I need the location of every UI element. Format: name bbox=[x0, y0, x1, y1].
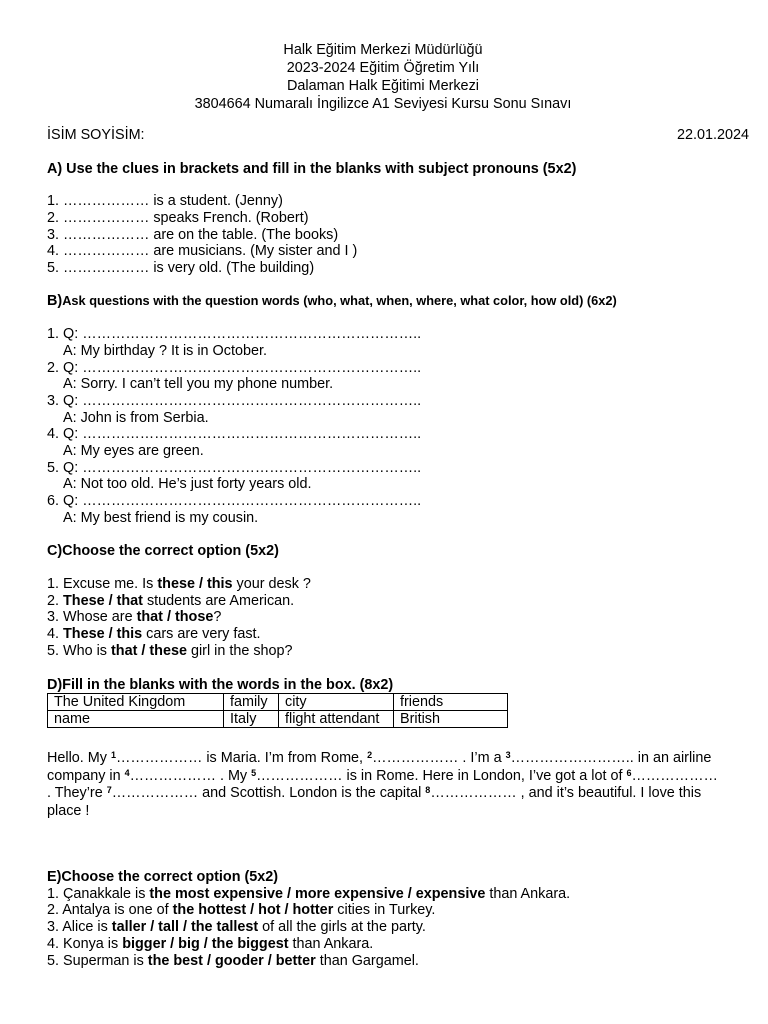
list-item: 3. ……………… are on the table. (The books) bbox=[47, 226, 339, 243]
option-choices: that / those bbox=[136, 609, 214, 626]
list-item: 5. ……………… is very old. (The building) bbox=[47, 259, 315, 276]
section-b-instructions: Ask questions with the question words (who, what, when, where, what color, how old) (6x2) bbox=[62, 292, 617, 308]
blank-number: 5 bbox=[251, 767, 257, 778]
exam-date: 22.01.2024 bbox=[676, 127, 749, 143]
blank-number: 4 bbox=[124, 767, 130, 778]
list-item: 3. Whose are that / those? bbox=[47, 609, 222, 626]
option-choices: These / this bbox=[63, 626, 143, 643]
answer-line: A: John is from Serbia. bbox=[63, 409, 209, 426]
blank-number: 2 bbox=[367, 750, 373, 761]
option-choices: the most expensive / more expensive / expensive bbox=[149, 885, 486, 902]
word-cell: Italy bbox=[224, 711, 279, 728]
question-line: 3. Q: …………………………………………………………….. bbox=[47, 392, 422, 409]
name-date-row bbox=[47, 127, 749, 144]
list-item: 1. Çanakkale is the most expensive / more expensive / expensive than Ankara. bbox=[47, 885, 571, 902]
list-item: 4. Konya is bigger / big / the biggest than Ankara. bbox=[47, 936, 374, 953]
word-cell: flight attendant bbox=[279, 711, 394, 728]
answer-line: A: My birthday ? It is in October. bbox=[63, 342, 267, 359]
answer-line: A: My eyes are green. bbox=[63, 443, 204, 460]
option-choices: These / that bbox=[63, 592, 143, 609]
word-cell: family bbox=[224, 694, 279, 711]
list-item: 4. These / this cars are very fast. bbox=[47, 626, 261, 643]
blank-number: 1 bbox=[110, 750, 116, 761]
question-line: 1. Q: …………………………………………………………….. bbox=[47, 326, 422, 343]
question-line: 5. Q: …………………………………………………………….. bbox=[47, 459, 422, 476]
answer-line: A: Not too old. He’s just forty years old. bbox=[63, 476, 312, 493]
list-item: 5. Superman is the best / gooder / better than Gargamel. bbox=[47, 952, 419, 969]
name-label: İSİM SOYİSİM: bbox=[47, 127, 145, 143]
option-choices: the best / gooder / better bbox=[147, 952, 316, 969]
section-b-list bbox=[47, 326, 719, 526]
option-choices: bigger / big / the biggest bbox=[122, 936, 289, 953]
blank-number: 8 bbox=[425, 785, 431, 796]
list-item: 1. Excuse me. Is these / this your desk ? bbox=[47, 576, 311, 593]
list-item: 2. Antalya is one of the hottest / hot / hotter cities in Turkey. bbox=[47, 902, 436, 919]
word-cell: The United Kingdom bbox=[48, 694, 224, 711]
option-choices: the hottest / hot / hotter bbox=[172, 902, 334, 919]
word-cell: name bbox=[48, 711, 224, 728]
list-item: 2. These / that students are American. bbox=[47, 592, 295, 609]
option-choices: taller / tall / the tallest bbox=[111, 919, 259, 936]
list-item: 2. ……………… speaks French. (Robert) bbox=[47, 209, 309, 226]
list-item: 5. Who is that / these girl in the shop? bbox=[47, 642, 293, 659]
academic-year: 2023-2024 Eğitim Öğretim Yılı bbox=[286, 60, 480, 76]
fill-in-paragraph: Hello. My $^1$……………… is Maria. I’m from Rome, $^2$……………… . I’m a $^3$…………………….. in an airline company in $^4$……………… . My $^5$……………… is in Rome. Here in London, I’ve got a lot of $^6$……………… . They’re $^7$……………… and Scottish. London is the capital $^8$……………… , and it’s beautiful. I love this place ! bbox=[47, 750, 718, 819]
section-a-title: A) Use the clues in brackets and fill in the blanks with subject pronouns (5x2) bbox=[47, 160, 577, 177]
section-c-list bbox=[47, 576, 719, 659]
word-box bbox=[47, 693, 508, 728]
answer-line: A: My best friend is my cousin. bbox=[63, 509, 259, 526]
section-e-title: E)Choose the correct option (5x2) bbox=[47, 869, 279, 886]
exam-title: 3804664 Numaralı İngilizce A1 Seviyesi Kursu Sonu Sınavı bbox=[194, 96, 572, 112]
section-b-title bbox=[47, 293, 719, 310]
question-line: 2. Q: …………………………………………………………….. bbox=[47, 359, 422, 376]
table-row bbox=[48, 711, 508, 728]
section-c-title: C)Choose the correct option (5x2) bbox=[47, 543, 279, 560]
section-e-list bbox=[47, 886, 719, 970]
option-choices: that / these bbox=[110, 642, 187, 659]
list-item: 4. ……………… are musicians. (My sister and I ) bbox=[47, 243, 358, 260]
word-cell: city bbox=[279, 694, 394, 711]
word-cell: British bbox=[394, 711, 508, 728]
section-b-letter: B) bbox=[47, 292, 63, 309]
question-line: 4. Q: …………………………………………………………….. bbox=[47, 426, 422, 443]
institution-name: Halk Eğitim Merkezi Müdürlüğü bbox=[283, 42, 483, 58]
answer-line: A: Sorry. I can’t tell you my phone number. bbox=[63, 376, 334, 393]
section-d-title: D)Fill in the blanks with the words in the box. (8x2) bbox=[47, 676, 394, 693]
blank-number: 6 bbox=[626, 767, 632, 778]
blank-number: 7 bbox=[106, 785, 112, 796]
option-choices: these / this bbox=[157, 576, 233, 593]
list-item: 1. ……………… is a student. (Jenny) bbox=[47, 193, 283, 210]
table-row bbox=[48, 694, 508, 711]
section-a-list bbox=[47, 193, 719, 276]
exam-header bbox=[47, 42, 719, 114]
list-item: 3. Alice is taller / tall / the tallest of all the girls at the party. bbox=[47, 919, 426, 936]
exam-page bbox=[47, 42, 749, 970]
question-line: 6. Q: …………………………………………………………….. bbox=[47, 493, 422, 510]
blank-number: 3 bbox=[505, 750, 511, 761]
word-cell: friends bbox=[394, 694, 508, 711]
center-name: Dalaman Halk Eğitimi Merkezi bbox=[287, 78, 479, 94]
